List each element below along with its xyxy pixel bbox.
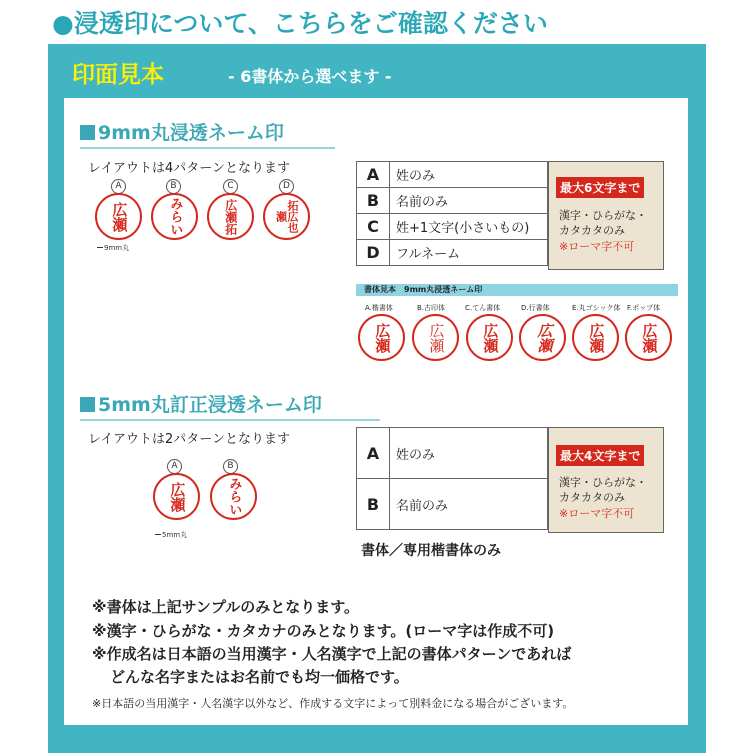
font-sample-seal-e: 広瀬 bbox=[572, 314, 619, 361]
section-underline bbox=[80, 419, 380, 421]
option-text: フルネーム bbox=[390, 240, 548, 266]
seal-sample-a: 広瀬 bbox=[95, 193, 142, 240]
option-key: D bbox=[357, 240, 390, 266]
max-chars-badge: 最大6文字まで bbox=[556, 177, 644, 198]
section-title-text: 5mm丸訂正浸透ネーム印 bbox=[98, 394, 322, 416]
font-sample-seal-d: 広瀬 bbox=[519, 314, 566, 361]
romaji-warning: ※ローマ字不可 bbox=[559, 240, 635, 253]
section-title-text: 9mm丸浸透ネーム印 bbox=[98, 122, 284, 144]
option-key: B bbox=[357, 479, 390, 530]
font-sample-seal-f: 広瀬 bbox=[625, 314, 672, 361]
layout-text-9mm: レイアウトは4パターンとなります bbox=[88, 161, 290, 176]
seal-label-d: D bbox=[279, 179, 294, 194]
seal-label-a: A bbox=[167, 459, 182, 474]
seal-label-c: C bbox=[223, 179, 238, 194]
font-name: F.ポップ体 bbox=[627, 304, 661, 312]
seal-sample-b: みらい bbox=[151, 193, 198, 240]
font-sample-seal-c: 広瀬 bbox=[466, 314, 513, 361]
note-line-2: ※漢字・ひらがな・カタカナのみとなります。(ローマ字は作成不可) bbox=[92, 622, 555, 640]
layout-text-5mm: レイアウトは2パターンとなります bbox=[88, 432, 290, 447]
option-key: B bbox=[357, 188, 390, 214]
seal-sample-a: 広瀬 bbox=[153, 473, 200, 520]
note-line-3: ※作成名は日本語の当用漢字・人名漢字で上記の書体パターンであれば bbox=[92, 645, 572, 663]
font-name: E.丸ゴシック体 bbox=[572, 304, 621, 312]
font-sample-title: 書体見本 9mm丸浸透ネーム印 bbox=[356, 284, 678, 296]
font-sample-seal-a: 広瀬 bbox=[358, 314, 405, 361]
square-bullet-icon bbox=[80, 397, 95, 412]
kana-note: 漢字・ひらがな・ カタカタのみ bbox=[559, 209, 647, 237]
option-text: 姓のみ bbox=[390, 162, 548, 188]
seal-sample-d: 拓広也瀬 bbox=[263, 193, 310, 240]
font-name: A.楷書体 bbox=[365, 304, 393, 312]
max-chars-badge: 最大4文字まで bbox=[556, 445, 644, 466]
note-box-5mm bbox=[548, 427, 664, 533]
seal-label-b: B bbox=[223, 459, 238, 474]
option-text: 姓+1文字(小さいもの) bbox=[390, 214, 548, 240]
small-note: ※日本語の当用漢字・人名漢字以外など、作成する文字によって別料金になる場合がございます。 bbox=[92, 697, 574, 710]
kana-note: 漢字・ひらがな・ カタカタのみ bbox=[559, 476, 647, 504]
dimension-9mm: 9mm丸 bbox=[97, 243, 129, 253]
option-text: 名前のみ bbox=[390, 188, 548, 214]
option-key: A bbox=[357, 162, 390, 188]
font-note-5mm: 書体／専用楷書体のみ bbox=[361, 543, 501, 559]
font-name: C.てん書体 bbox=[465, 304, 501, 312]
seal-sample-b: みらい bbox=[210, 473, 257, 520]
note-line-1: ※書体は上記サンプルのみとなります。 bbox=[92, 598, 360, 616]
option-key: C bbox=[357, 214, 390, 240]
panel-subtitle: - 6書体から選べます - bbox=[228, 67, 392, 86]
seal-label-a: A bbox=[111, 179, 126, 194]
note-box-9mm bbox=[548, 161, 664, 270]
panel-title: 印面見本 bbox=[72, 62, 164, 88]
square-bullet-icon bbox=[80, 125, 95, 140]
romaji-warning: ※ローマ字不可 bbox=[559, 507, 635, 520]
seal-label-b: B bbox=[166, 179, 181, 194]
section-underline bbox=[80, 147, 335, 149]
options-table-9mm bbox=[356, 161, 548, 266]
note-line-4: どんな名字またはお名前でも均一価格です。 bbox=[110, 668, 409, 686]
seal-sample-c: 広瀬拓 bbox=[207, 193, 254, 240]
font-sample-seal-b: 広瀬 bbox=[412, 314, 459, 361]
option-text: 名前のみ bbox=[390, 479, 548, 530]
dimension-5mm: 5mm丸 bbox=[155, 530, 187, 540]
section-title-5mm bbox=[80, 390, 322, 417]
font-name: D.行書体 bbox=[521, 304, 550, 312]
option-text: 姓のみ bbox=[390, 428, 548, 479]
section-title-9mm bbox=[80, 118, 284, 145]
page-header: ●浸透印について、こちらをご確認ください bbox=[52, 9, 548, 38]
option-key: A bbox=[357, 428, 390, 479]
options-table-5mm bbox=[356, 427, 548, 530]
font-name: B.古印体 bbox=[417, 304, 446, 312]
